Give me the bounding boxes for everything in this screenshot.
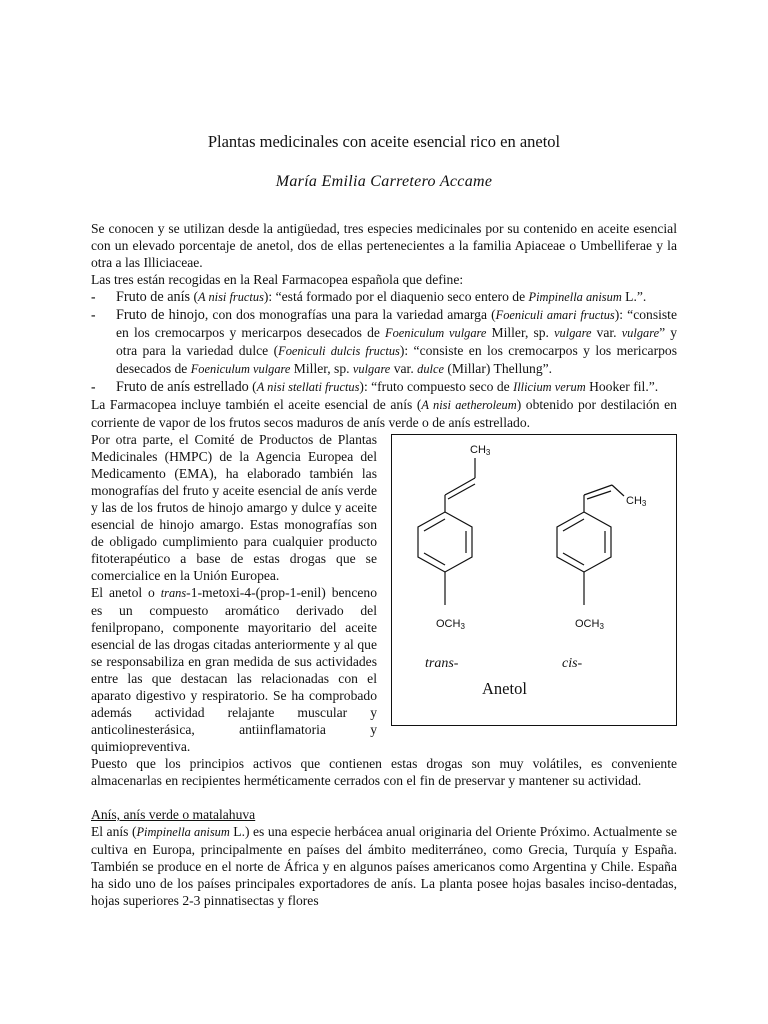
list-dash: - xyxy=(91,289,96,304)
volatiles-paragraph: Puesto que los principios activos que contienen estas drogas son muy volátiles, es conveniente almacenarlas en recipientes herméticamente cerrados con el fin de preservar y mantener su actividad. xyxy=(91,756,677,788)
section-heading: Anís, anís verde o matalahuva xyxy=(91,807,256,822)
list-dash: - xyxy=(91,379,96,394)
figure-caption: Anetol xyxy=(482,679,527,698)
cis-isomer-label: cis- xyxy=(562,656,583,671)
anethole-structures xyxy=(392,435,676,725)
figure-frame xyxy=(391,434,677,726)
list-dash: - xyxy=(91,307,96,322)
document-title: Plantas medicinales con aceite esencial rico en anetol xyxy=(207,132,561,151)
cis-ch3-label: $CH_3$ xyxy=(626,495,647,508)
trans-benzene-ring xyxy=(418,512,472,572)
cis-och3-label: $OCH_3$ xyxy=(575,618,604,631)
definition-anis-estrellado: - Fruto de anís estrellado (A nisi stellati fructus): “fruto compuesto seco de Illicium verum Hooker fil.”. xyxy=(91,379,659,395)
trans-ch3-label: $CH_3$ xyxy=(470,444,491,457)
hmpc-paragraph: Por otra parte, el Comité de Productos de Plantas Medicinales (HMPC) de la Agencia Europea del Medicamento (EMA), ha elaborado también las monografías del fruto y aceite esencial de anís verde y las de los frutos de hinojo amargo y dulce y aceite esencial de hinojo amargo. Estas monografías son de obligado cumplimiento para cualquier producto fitoterapéutico a base de estas drogas que se comercialice en la Unión Europea. xyxy=(91,432,377,583)
definition-anis: - Fruto de anís (A nisi fructus): “está formado por el diaquenio seco entero de Pimpinella anisum L.”. xyxy=(91,289,647,305)
author-name: María Emilia Carretero Accame xyxy=(275,173,493,190)
farmacopea-paragraph: Las tres están recogidas en la Real Farmacopea española que define: xyxy=(91,272,464,287)
trans-isomer-label: trans- xyxy=(425,656,459,671)
anethole-figure xyxy=(391,434,677,726)
definition-hinojo: - Fruto de hinojo, con dos monografías una para la variedad amarga (Foeniculi amari fructus): “consiste en los cremocarpos y mericarpos desecados de Foeniculum vulgare Miller, sp. vulgare var. vulgare” y otra para la variedad dulce (Foeniculi dulcis fructus): “consiste en los cremocarpos y los mericarpos desecados de Foeniculum vulgare Miller, sp. vulgare var. dulce (Millar) Thellung”. xyxy=(91,307,678,376)
anis-paragraph: El anís (Pimpinella anisum L.) es una especie herbácea anual originaria del Oriente Próximo. Actualmente se cultiva en Europa, principalmente en países del ámbito mediterráneo, como Grecia, Turquía y España. También se produce en el norte de África y en algunos países americanos como Argentina y Chile. España ha sido uno de los países principales exportadores de anís. La planta posee hojas basales inciso-dentadas, hojas superiores 2-3 pinnatisectas y flores xyxy=(91,824,677,908)
trans-och3-label: $OCH_3$ xyxy=(436,618,465,631)
cis-double-bond xyxy=(584,485,612,495)
aceite-paragraph: La Farmacopea incluye también el aceite esencial de anís (A nisi aetheroleum) obtenido por destilación en corriente de vapor de los frutos secos maduros de anís verde o de anís estrellado. xyxy=(91,397,677,430)
body-text xyxy=(91,220,677,909)
intro-paragraph: Se conocen y se utilizan desde la antigüedad, tres especies medicinales por su contenido en aceite esencial con un elevado porcentaje de anetol, dos de ellas pertenecientes a la familia Apiaceae o Umbelliferae y la otra a las Illiciaceae. xyxy=(91,221,677,270)
anetol-paragraph: El anetol o trans-1-metoxi-4-(prop-1-enil) benceno es un compuesto aromático derivado del fenilpropano, componente mayoritario del aceite esencial de las drogas citadas anteriormente y al que se responsabiliza en gran medida de sus actividades entre las que destacan las relacionadas con el aparato digestivo y respiratorio. Se ha comprobado además actividad relajante muscular y anticolinesterásica, antiinflamatoria y quimiopreventiva. xyxy=(91,585,377,754)
cis-benzene-ring xyxy=(557,512,611,572)
